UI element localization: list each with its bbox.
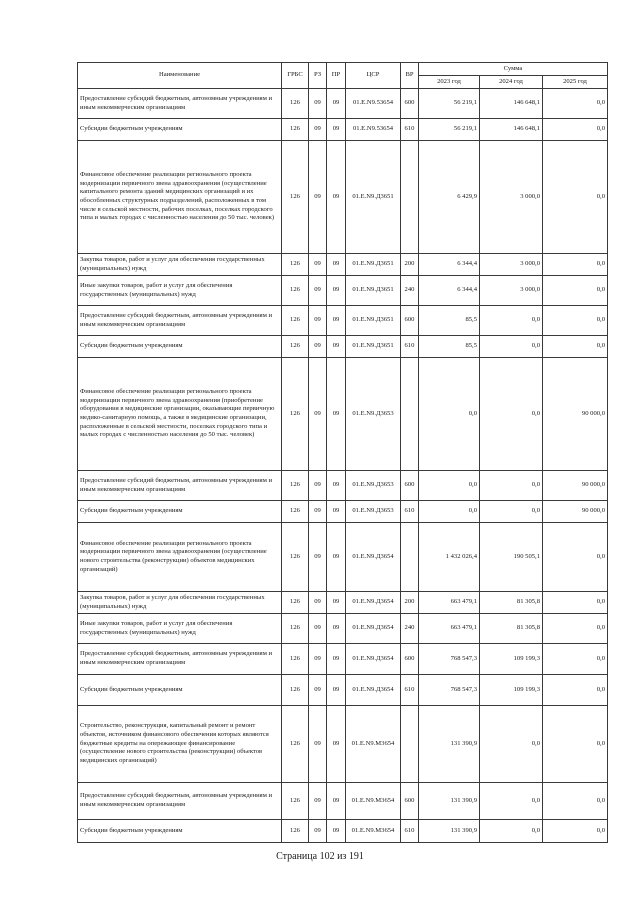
row-csr: 01.Е.N9.Д3653 <box>346 501 401 523</box>
row-sum-2023: 6 429,9 <box>419 141 480 254</box>
row-grbs: 126 <box>282 306 309 336</box>
row-vr: 610 <box>401 119 419 141</box>
table-row <box>78 644 608 675</box>
row-sum-2024: 146 648,1 <box>480 89 543 119</box>
row-sum-2023: 663 479,1 <box>419 614 480 644</box>
row-grbs: 126 <box>282 523 309 592</box>
row-vr <box>401 523 419 592</box>
row-rz: 09 <box>309 675 327 706</box>
row-vr: 240 <box>401 614 419 644</box>
row-grbs: 126 <box>282 254 309 276</box>
row-sum-2024: 0,0 <box>480 471 543 501</box>
table-row <box>78 276 608 306</box>
row-rz: 09 <box>309 523 327 592</box>
table-row <box>78 471 608 501</box>
row-csr: 01.Е.N9.Д3651 <box>346 306 401 336</box>
row-rz: 09 <box>309 783 327 820</box>
row-sum-2024: 190 505,1 <box>480 523 543 592</box>
row-vr: 600 <box>401 89 419 119</box>
row-sum-2025: 0,0 <box>543 614 608 644</box>
row-pr: 09 <box>327 614 346 644</box>
row-sum-2025: 0,0 <box>543 706 608 783</box>
row-rz: 09 <box>309 501 327 523</box>
row-vr <box>401 141 419 254</box>
row-vr <box>401 706 419 783</box>
row-sum-2023: 85,5 <box>419 336 480 358</box>
row-sum-2023: 1 432 026,4 <box>419 523 480 592</box>
row-rz: 09 <box>309 141 327 254</box>
row-name: Предоставление субсидий бюджетным, автономным учреждениям и иным некоммерческим организациям <box>78 89 282 119</box>
row-sum-2025: 0,0 <box>543 254 608 276</box>
table-row <box>78 254 608 276</box>
row-grbs: 126 <box>282 471 309 501</box>
row-pr: 09 <box>327 336 346 358</box>
row-grbs: 126 <box>282 276 309 306</box>
row-vr <box>401 358 419 471</box>
row-name: Иные закупки товаров, работ и услуг для обеспечения государственных (муниципальных) нужд <box>78 276 282 306</box>
row-csr: 01.Е.N9.Д3653 <box>346 471 401 501</box>
table-row <box>78 306 608 336</box>
row-csr: 01.Е.N9.Д3651 <box>346 336 401 358</box>
header-name: Наименование <box>78 63 282 89</box>
table-row <box>78 89 608 119</box>
row-pr: 09 <box>327 358 346 471</box>
table-row <box>78 592 608 614</box>
row-pr: 09 <box>327 119 346 141</box>
row-sum-2024: 0,0 <box>480 358 543 471</box>
row-pr: 09 <box>327 592 346 614</box>
row-vr: 200 <box>401 254 419 276</box>
row-grbs: 126 <box>282 783 309 820</box>
row-sum-2025: 0,0 <box>543 89 608 119</box>
row-csr: 01.Е.N9.М3654 <box>346 783 401 820</box>
row-sum-2025: 90 000,0 <box>543 471 608 501</box>
row-rz: 09 <box>309 336 327 358</box>
header-pr: ПР <box>327 63 346 89</box>
row-sum-2024: 109 199,3 <box>480 644 543 675</box>
row-pr: 09 <box>327 644 346 675</box>
row-name: Субсидии бюджетным учреждениям <box>78 119 282 141</box>
row-csr: 01.Е.N9.М3654 <box>346 820 401 843</box>
row-sum-2024: 0,0 <box>480 783 543 820</box>
row-sum-2025: 90 000,0 <box>543 501 608 523</box>
row-name: Строительство, реконструкция, капитальный ремонт и ремонт объектов, источником финансового обеспечения которых являются бюджетные кредиты на опережающее финансирование (осуществление нового строительства (реконструкции) объектов медицинских организаций) <box>78 706 282 783</box>
row-sum-2025: 0,0 <box>543 119 608 141</box>
row-name: Предоставление субсидий бюджетным, автономным учреждениям и иным некоммерческим организациям <box>78 471 282 501</box>
row-sum-2025: 0,0 <box>543 336 608 358</box>
row-sum-2024: 81 305,8 <box>480 614 543 644</box>
row-vr: 600 <box>401 471 419 501</box>
row-grbs: 126 <box>282 336 309 358</box>
row-csr: 01.Е.N9.Д3653 <box>346 358 401 471</box>
row-name: Субсидии бюджетным учреждениям <box>78 820 282 843</box>
row-vr: 240 <box>401 276 419 306</box>
row-vr: 610 <box>401 336 419 358</box>
table-row <box>78 119 608 141</box>
row-sum-2024: 109 199,3 <box>480 675 543 706</box>
row-grbs: 126 <box>282 141 309 254</box>
row-csr: 01.Е.N9.Д3654 <box>346 675 401 706</box>
row-sum-2023: 56 219,1 <box>419 119 480 141</box>
table-row <box>78 501 608 523</box>
row-sum-2023: 131 390,9 <box>419 706 480 783</box>
row-sum-2024: 0,0 <box>480 820 543 843</box>
row-name: Субсидии бюджетным учреждениям <box>78 675 282 706</box>
row-rz: 09 <box>309 89 327 119</box>
table-row <box>78 820 608 843</box>
row-sum-2023: 6 344,4 <box>419 254 480 276</box>
row-sum-2025: 0,0 <box>543 141 608 254</box>
row-grbs: 126 <box>282 358 309 471</box>
row-name: Предоставление субсидий бюджетным, автономным учреждениям и иным некоммерческим организациям <box>78 783 282 820</box>
row-sum-2025: 0,0 <box>543 644 608 675</box>
row-csr: 01.Е.N9.53654 <box>346 89 401 119</box>
row-pr: 09 <box>327 471 346 501</box>
table-row <box>78 675 608 706</box>
table-header <box>78 63 608 89</box>
row-pr: 09 <box>327 706 346 783</box>
row-sum-2023: 0,0 <box>419 471 480 501</box>
row-sum-2024: 3 000,0 <box>480 141 543 254</box>
table-row <box>78 783 608 820</box>
row-pr: 09 <box>327 783 346 820</box>
row-vr: 200 <box>401 592 419 614</box>
row-pr: 09 <box>327 306 346 336</box>
row-sum-2025: 90 000,0 <box>543 358 608 471</box>
row-name: Субсидии бюджетным учреждениям <box>78 501 282 523</box>
header-year-2023: 2023 год <box>419 76 480 89</box>
header-year-2025: 2025 год <box>543 76 608 89</box>
row-sum-2024: 0,0 <box>480 501 543 523</box>
table-row <box>78 336 608 358</box>
header-grbs: ГРБС <box>282 63 309 89</box>
budget-table <box>77 62 608 843</box>
table-row <box>78 141 608 254</box>
row-name: Иные закупки товаров, работ и услуг для обеспечения государственных (муниципальных) нужд <box>78 614 282 644</box>
row-grbs: 126 <box>282 644 309 675</box>
table-row <box>78 523 608 592</box>
row-name: Предоставление субсидий бюджетным, автономным учреждениям и иным некоммерческим организациям <box>78 644 282 675</box>
row-grbs: 126 <box>282 119 309 141</box>
row-sum-2025: 0,0 <box>543 783 608 820</box>
row-rz: 09 <box>309 592 327 614</box>
row-grbs: 126 <box>282 592 309 614</box>
page-number: Страница 102 из 191 <box>276 851 364 862</box>
row-rz: 09 <box>309 471 327 501</box>
row-rz: 09 <box>309 358 327 471</box>
row-sum-2023: 768 547,3 <box>419 644 480 675</box>
row-sum-2024: 0,0 <box>480 306 543 336</box>
row-sum-2023: 56 219,1 <box>419 89 480 119</box>
row-grbs: 126 <box>282 820 309 843</box>
row-vr: 610 <box>401 501 419 523</box>
row-grbs: 126 <box>282 706 309 783</box>
row-grbs: 126 <box>282 89 309 119</box>
row-name: Финансовое обеспечение реализации регионального проекта модернизации первичного звена здравоохранения (осуществление нового строительства (реконструкции) объектов медицинских организаций) <box>78 523 282 592</box>
row-sum-2025: 0,0 <box>543 523 608 592</box>
header-year-2024: 2024 год <box>480 76 543 89</box>
header-csr: ЦСР <box>346 63 401 89</box>
row-pr: 09 <box>327 254 346 276</box>
header-rz: РЗ <box>309 63 327 89</box>
row-rz: 09 <box>309 644 327 675</box>
row-sum-2024: 81 305,8 <box>480 592 543 614</box>
row-csr: 01.Е.N9.М3654 <box>346 706 401 783</box>
row-pr: 09 <box>327 141 346 254</box>
row-sum-2024: 0,0 <box>480 336 543 358</box>
row-csr: 01.Е.N9.Д3654 <box>346 614 401 644</box>
row-name: Закупка товаров, работ и услуг для обеспечения государственных (муниципальных) нужд <box>78 254 282 276</box>
row-csr: 01.Е.N9.53654 <box>346 119 401 141</box>
row-sum-2023: 131 390,9 <box>419 820 480 843</box>
row-grbs: 126 <box>282 614 309 644</box>
row-name: Предоставление субсидий бюджетным, автономным учреждениям и иным некоммерческим организациям <box>78 306 282 336</box>
header-sum: Сумма <box>419 63 608 76</box>
row-sum-2025: 0,0 <box>543 675 608 706</box>
row-pr: 09 <box>327 89 346 119</box>
row-name: Финансовое обеспечение реализации регионального проекта модернизации первичного звена здравоохранения (приобретение оборудования в медицинские организации, оказывающие первичную медико-санитарную помощь, а также в медицинские организации, расположенные в сельской местности, поселках городского типа и малых городах с численностью населения до 50 тыс. человек) <box>78 358 282 471</box>
row-sum-2023: 131 390,9 <box>419 783 480 820</box>
row-sum-2023: 0,0 <box>419 358 480 471</box>
row-rz: 09 <box>309 820 327 843</box>
row-sum-2023: 6 344,4 <box>419 276 480 306</box>
row-sum-2023: 768 547,3 <box>419 675 480 706</box>
row-name: Субсидии бюджетным учреждениям <box>78 336 282 358</box>
row-sum-2024: 3 000,0 <box>480 254 543 276</box>
row-sum-2023: 663 479,1 <box>419 592 480 614</box>
row-csr: 01.Е.N9.Д3654 <box>346 592 401 614</box>
table-row <box>78 706 608 783</box>
row-rz: 09 <box>309 119 327 141</box>
table-body <box>78 89 608 843</box>
row-rz: 09 <box>309 254 327 276</box>
row-rz: 09 <box>309 276 327 306</box>
row-grbs: 126 <box>282 501 309 523</box>
row-csr: 01.Е.N9.Д3654 <box>346 523 401 592</box>
table-row <box>78 358 608 471</box>
row-sum-2024: 3 000,0 <box>480 276 543 306</box>
row-vr: 600 <box>401 644 419 675</box>
row-rz: 09 <box>309 706 327 783</box>
row-vr: 600 <box>401 783 419 820</box>
row-pr: 09 <box>327 501 346 523</box>
row-csr: 01.Е.N9.Д3651 <box>346 141 401 254</box>
row-pr: 09 <box>327 675 346 706</box>
row-csr: 01.Е.N9.Д3654 <box>346 644 401 675</box>
row-name: Закупка товаров, работ и услуг для обеспечения государственных (муниципальных) нужд <box>78 592 282 614</box>
row-sum-2025: 0,0 <box>543 820 608 843</box>
row-csr: 01.Е.N9.Д3651 <box>346 276 401 306</box>
row-name: Финансовое обеспечение реализации регионального проекта модернизации первичного звена здравоохранения (осуществление капитального ремонта зданий медицинских организаций и их обособленных структурных подразделений, расположенных в том числе в сельской местности, рабочих поселках, поселках городского типа и малых городах с численностью населения до 50 тыс. человек) <box>78 141 282 254</box>
row-sum-2024: 0,0 <box>480 706 543 783</box>
row-pr: 09 <box>327 276 346 306</box>
row-grbs: 126 <box>282 675 309 706</box>
header-vr: ВР <box>401 63 419 89</box>
row-rz: 09 <box>309 306 327 336</box>
row-rz: 09 <box>309 614 327 644</box>
row-sum-2025: 0,0 <box>543 592 608 614</box>
table-row <box>78 614 608 644</box>
row-pr: 09 <box>327 820 346 843</box>
row-sum-2024: 146 648,1 <box>480 119 543 141</box>
row-vr: 610 <box>401 675 419 706</box>
row-vr: 600 <box>401 306 419 336</box>
row-sum-2023: 0,0 <box>419 501 480 523</box>
row-sum-2025: 0,0 <box>543 276 608 306</box>
row-vr: 610 <box>401 820 419 843</box>
row-sum-2025: 0,0 <box>543 306 608 336</box>
row-pr: 09 <box>327 523 346 592</box>
row-sum-2023: 85,5 <box>419 306 480 336</box>
row-csr: 01.Е.N9.Д3651 <box>346 254 401 276</box>
